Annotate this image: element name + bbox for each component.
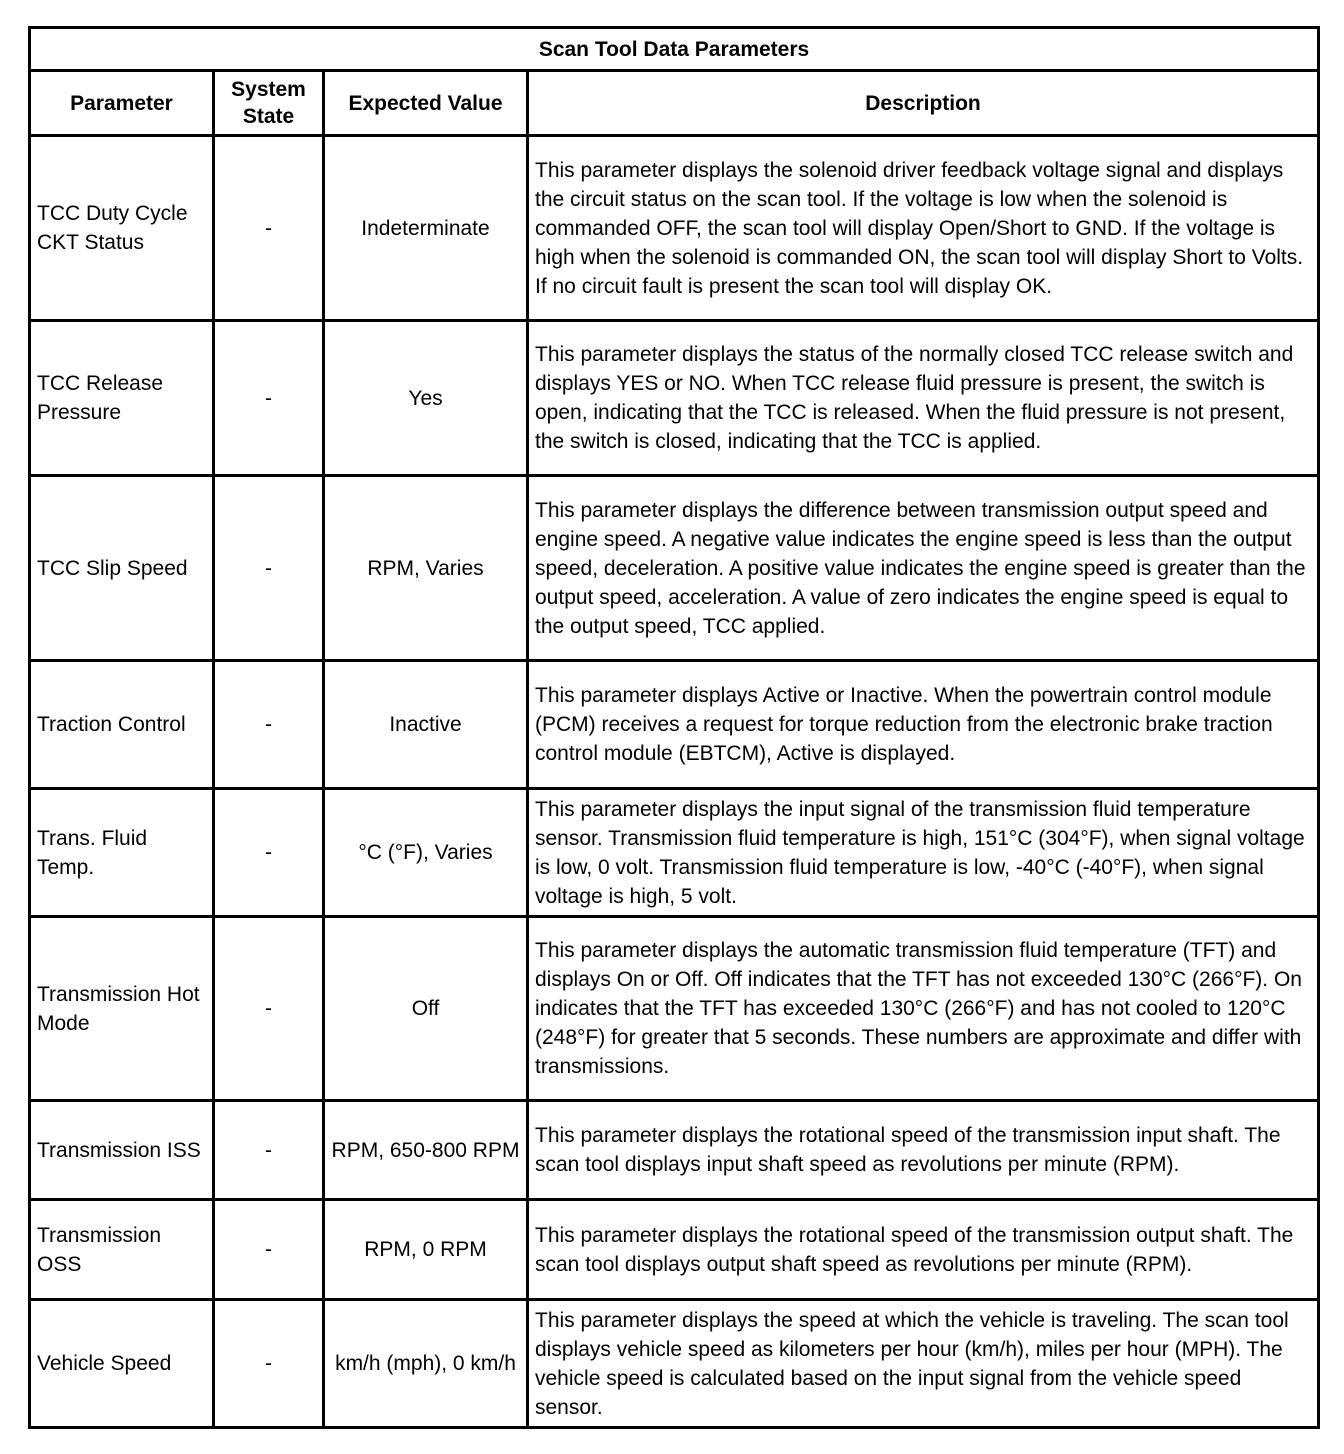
system-state-cell: -: [214, 476, 324, 661]
parameter-cell: Transmission Hot Mode: [30, 917, 214, 1101]
description-cell: This parameter displays the automatic transmission fluid temperature (TFT) and displays On or Off. Off indicates that the TFT has not exceeded 130°C (266°F). On indicates that the TFT has exceeded 130°C (266°F) and has not cooled to 120°C (248°F) for greater that 5 seconds. These numbers are approximate and differ with transmissions.: [528, 917, 1319, 1101]
table-row: [30, 917, 1319, 1101]
description-cell: This parameter displays the rotational speed of the transmission input shaft. The scan tool displays input shaft speed as revolutions per minute (RPM).: [528, 1101, 1319, 1200]
system-state-cell: -: [214, 917, 324, 1101]
system-state-cell: -: [214, 1300, 324, 1428]
parameter-cell: Vehicle Speed: [30, 1300, 214, 1428]
table-row: [30, 136, 1319, 321]
parameter-cell: TCC Slip Speed: [30, 476, 214, 661]
parameter-cell: TCC Duty Cycle CKT Status: [30, 136, 214, 321]
description-cell: This parameter displays the solenoid driver feedback voltage signal and displays the circuit status on the scan tool. If the voltage is low when the solenoid is commanded OFF, the scan tool will display Open/Short to GND. If the voltage is high when the solenoid is commanded ON, the scan tool will display Short to Volts. If no circuit fault is present the scan tool will display OK.: [528, 136, 1319, 321]
table-row: [30, 1200, 1319, 1300]
description-cell: This parameter displays the difference between transmission output speed and engine speed. A negative value indicates the engine speed is less than the output speed, deceleration. A positive value indicates the engine speed is greater than the output speed, acceleration. A value of zero indicates the engine speed is equal to the output speed, TCC applied.: [528, 476, 1319, 661]
description-cell: This parameter displays the rotational speed of the transmission output shaft. The scan tool displays output shaft speed as revolutions per minute (RPM).: [528, 1200, 1319, 1300]
expected-value-cell: Indeterminate: [324, 136, 528, 321]
expected-value-cell: Off: [324, 917, 528, 1101]
table-title: Scan Tool Data Parameters: [30, 28, 1319, 71]
parameter-cell: Transmission ISS: [30, 1101, 214, 1200]
expected-value-cell: RPM, Varies: [324, 476, 528, 661]
expected-value-cell: km/h (mph), 0 km/h: [324, 1300, 528, 1428]
header-expected-value: Expected Value: [324, 71, 528, 136]
expected-value-cell: Yes: [324, 321, 528, 476]
header-description: Description: [528, 71, 1319, 136]
description-cell: This parameter displays Active or Inactive. When the powertrain control module (PCM) receives a request for torque reduction from the electronic brake traction control module (EBTCM), Active is displayed.: [528, 661, 1319, 789]
parameter-cell: Traction Control: [30, 661, 214, 789]
table-row: [30, 321, 1319, 476]
system-state-cell: -: [214, 789, 324, 917]
system-state-cell: -: [214, 321, 324, 476]
parameter-cell: TCC Release Pressure: [30, 321, 214, 476]
expected-value-cell: °C (°F), Varies: [324, 789, 528, 917]
parameter-cell: Trans. Fluid Temp.: [30, 789, 214, 917]
description-cell: This parameter displays the speed at which the vehicle is traveling. The scan tool displays vehicle speed as kilometers per hour (km/h), miles per hour (MPH). The vehicle speed is calculated based on the input signal from the vehicle speed sensor.: [528, 1300, 1319, 1428]
table-row: [30, 789, 1319, 917]
table-row: [30, 661, 1319, 789]
description-cell: This parameter displays the input signal of the transmission fluid temperature sensor. Transmission fluid temperature is high, 151°C (304°F), when signal voltage is low, 0 volt. Transmission fluid temperature is low, -40°C (-40°F), when signal voltage is high, 5 volt.: [528, 789, 1319, 917]
header-parameter: Parameter: [30, 71, 214, 136]
expected-value-cell: RPM, 650-800 RPM: [324, 1101, 528, 1200]
parameter-cell: Transmission OSS: [30, 1200, 214, 1300]
description-cell: This parameter displays the status of the normally closed TCC release switch and displays YES or NO. When TCC release fluid pressure is present, the switch is open, indicating that the TCC is released. When the fluid pressure is not present, the switch is closed, indicating that the TCC is applied.: [528, 321, 1319, 476]
system-state-cell: -: [214, 1101, 324, 1200]
table-row: [30, 1300, 1319, 1428]
system-state-cell: -: [214, 661, 324, 789]
header-system-state: System State: [214, 71, 324, 136]
expected-value-cell: RPM, 0 RPM: [324, 1200, 528, 1300]
system-state-cell: -: [214, 1200, 324, 1300]
system-state-cell: -: [214, 136, 324, 321]
table-row: [30, 1101, 1319, 1200]
scan-tool-data-table: [28, 26, 1320, 1429]
table-row: [30, 476, 1319, 661]
expected-value-cell: Inactive: [324, 661, 528, 789]
